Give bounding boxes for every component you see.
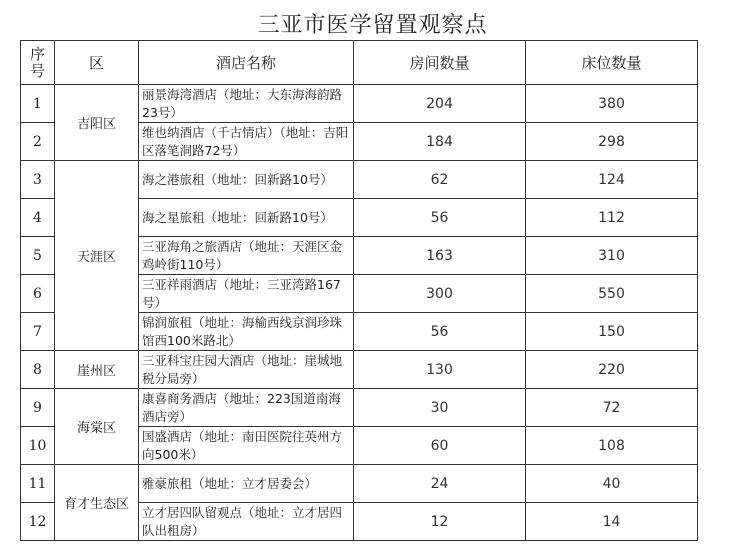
room-count-cell: 130 <box>354 351 526 389</box>
row-index: 7 <box>21 313 55 351</box>
row-index: 5 <box>21 237 55 275</box>
bed-count-cell: 40 <box>526 465 698 503</box>
district-cell: 吉阳区 <box>55 85 139 161</box>
room-count-cell: 30 <box>354 389 526 427</box>
hotel-name-cell: 雅豪旅租（地址：立才居委会） <box>139 465 354 503</box>
district-cell: 天涯区 <box>55 161 139 351</box>
table-row <box>21 351 698 389</box>
bed-count-cell: 310 <box>526 237 698 275</box>
row-index: 12 <box>21 503 55 541</box>
row-index: 2 <box>21 123 55 161</box>
room-count-cell: 204 <box>354 85 526 123</box>
header-bed-count: 床位数量 <box>526 41 698 85</box>
row-index: 3 <box>21 161 55 199</box>
header-index-line1: 序 <box>29 44 45 63</box>
room-count-cell: 56 <box>354 313 526 351</box>
header-district: 区 <box>55 41 139 85</box>
room-count-cell: 163 <box>354 237 526 275</box>
hotel-name-cell: 三亚祥雨酒店（地址：三亚湾路167号） <box>139 275 354 313</box>
bed-count-cell: 150 <box>526 313 698 351</box>
hotel-name-cell: 康喜商务酒店（地址：223国道南海酒店旁） <box>139 389 354 427</box>
hotel-name-cell: 三亚海角之旅酒店（地址：天涯区金鸡岭街110号） <box>139 237 354 275</box>
row-index: 10 <box>21 427 55 465</box>
hotel-name-cell: 锦润旅租（地址：海榆西线京润珍珠馆西100米路北） <box>139 313 354 351</box>
table-row <box>21 389 698 427</box>
row-index: 1 <box>21 85 55 123</box>
hotel-name-cell: 丽景海湾酒店（地址：大东海海韵路23号） <box>139 85 354 123</box>
row-index: 4 <box>21 199 55 237</box>
hotel-name-cell: 海之星旅租（地址：回新路10号） <box>139 199 354 237</box>
header-hotel-name: 酒店名称 <box>139 41 354 85</box>
hotel-name-cell: 国盛酒店（地址：南田医院往英州方向500米） <box>139 427 354 465</box>
table-row <box>21 161 698 199</box>
bed-count-cell: 220 <box>526 351 698 389</box>
table-row <box>21 85 698 123</box>
room-count-cell: 184 <box>354 123 526 161</box>
room-count-cell: 24 <box>354 465 526 503</box>
row-index: 6 <box>21 275 55 313</box>
bed-count-cell: 112 <box>526 199 698 237</box>
header-index <box>21 41 55 85</box>
hotel-name-cell: 三亚科宝庄园大酒店（地址：崖城地税分局旁） <box>139 351 354 389</box>
room-count-cell: 60 <box>354 427 526 465</box>
bed-count-cell: 298 <box>526 123 698 161</box>
room-count-cell: 56 <box>354 199 526 237</box>
observation-sites-table <box>20 40 698 541</box>
table-row <box>21 465 698 503</box>
district-cell: 育才生态区 <box>55 465 139 541</box>
hotel-name-cell: 立才居四队留观点（地址：立才居四队出租房） <box>139 503 354 541</box>
hotel-name-cell: 维也纳酒店（千古情店）（地址：吉阳区落笔洞路72号） <box>139 123 354 161</box>
district-cell: 海棠区 <box>55 389 139 465</box>
district-cell: 崖州区 <box>55 351 139 389</box>
row-index: 11 <box>21 465 55 503</box>
page-title: 三亚市医学留置观察点 <box>257 13 488 38</box>
room-count-cell: 62 <box>354 161 526 199</box>
bed-count-cell: 380 <box>526 85 698 123</box>
header-index-line2: 号 <box>29 61 45 80</box>
bed-count-cell: 72 <box>526 389 698 427</box>
table-header-row <box>21 41 698 85</box>
hotel-name-cell: 海之港旅租（地址：回新路10号） <box>139 161 354 199</box>
bed-count-cell: 14 <box>526 503 698 541</box>
row-index: 9 <box>21 389 55 427</box>
bed-count-cell: 124 <box>526 161 698 199</box>
row-index: 8 <box>21 351 55 389</box>
bed-count-cell: 550 <box>526 275 698 313</box>
bed-count-cell: 108 <box>526 427 698 465</box>
header-room-count: 房间数量 <box>354 41 526 85</box>
room-count-cell: 300 <box>354 275 526 313</box>
room-count-cell: 12 <box>354 503 526 541</box>
